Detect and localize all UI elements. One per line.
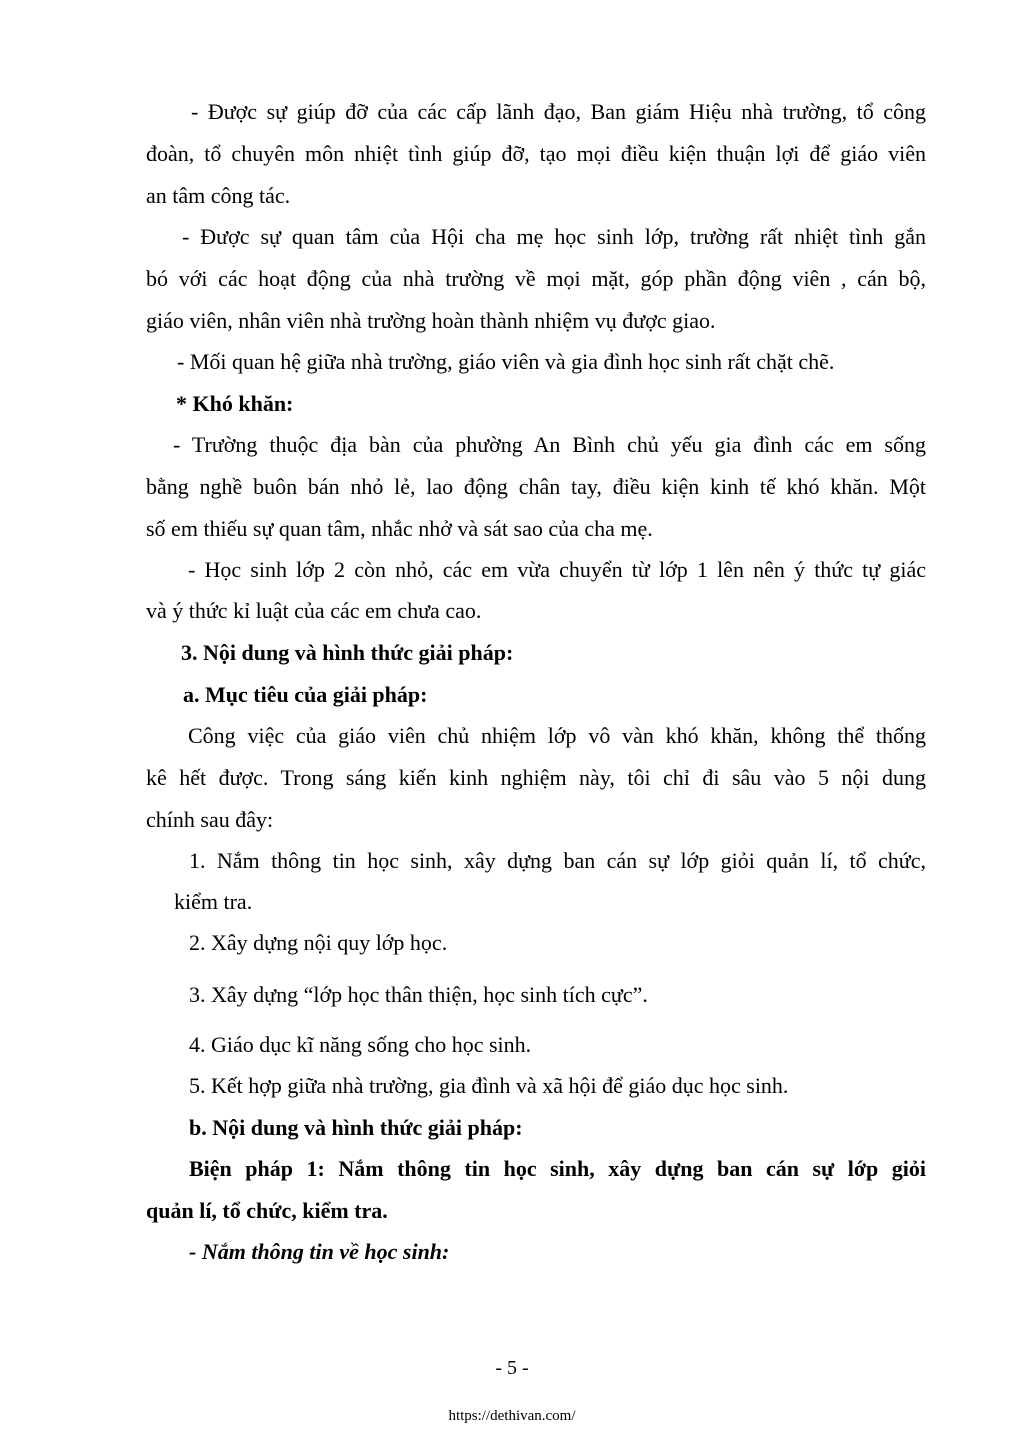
heading-section-3: 3. Nội dung và hình thức giải pháp: [181, 640, 514, 665]
paragraph-line: - Được sự giúp đỡ của các cấp lãnh đạo, Ban giám Hiệu nhà trường, tổ công [191, 99, 926, 124]
paragraph-line: - Mối quan hệ giữa nhà trường, giáo viên và gia đình học sinh rất chặt chẽ. [177, 349, 835, 374]
paragraph-line: Công việc của giáo viên chủ nhiệm lớp vô vàn khó khăn, không thể thống [188, 723, 926, 748]
heading-section-b: b. Nội dung và hình thức giải pháp: [189, 1115, 523, 1140]
heading-section-a: a. Mục tiêu của giải pháp: [183, 682, 428, 707]
bien-phap-heading: quản lí, tổ chức, kiểm tra. [146, 1198, 388, 1223]
footer-url: https://dethivan.com/ [448, 1408, 576, 1424]
heading-kho-khan: * Khó khăn: [176, 391, 294, 416]
paragraph-line: đoàn, tổ chuyên môn nhiệt tình giúp đỡ, tạo mọi điều kiện thuận lợi để giáo viên [146, 141, 926, 166]
paragraph-line: số em thiếu sự quan tâm, nhắc nhở và sát sao của cha mẹ. [146, 516, 653, 541]
paragraph-line: - Học sinh lớp 2 còn nhỏ, các em vừa chuyển từ lớp 1 lên nên ý thức tự giác [188, 557, 926, 582]
bien-phap-heading: Biện pháp 1: Nắm thông tin học sinh, xây dựng ban cán sự lớp giỏi [189, 1156, 926, 1181]
list-item: kiểm tra. [174, 889, 253, 914]
paragraph-line: - Trường thuộc địa bàn của phường An Bình chủ yếu gia đình các em sống [173, 432, 926, 457]
paragraph-line: bó với các hoạt động của nhà trường về mọi mặt, góp phần động viên , cán bộ, [146, 266, 926, 291]
paragraph-line: bằng nghề buôn bán nhỏ lẻ, lao động chân tay, điều kiện kinh tế khó khăn. Một [146, 474, 926, 499]
list-item: 4. Giáo dục kĩ năng sống cho học sinh. [189, 1032, 532, 1057]
paragraph-line: chính sau đây: [146, 807, 274, 832]
paragraph-line: - Được sự quan tâm của Hội cha mẹ học sinh lớp, trường rất nhiệt tình gắn [182, 224, 926, 249]
paragraph-line: kê hết được. Trong sáng kiến kinh nghiệm này, tôi chỉ đi sâu vào 5 nội dung [146, 765, 926, 790]
list-item: 1. Nắm thông tin học sinh, xây dựng ban cán sự lớp giỏi quản lí, tổ chức, [189, 848, 926, 873]
sub-heading: - Nắm thông tin về học sinh: [189, 1239, 450, 1264]
list-item: 2. Xây dựng nội quy lớp học. [189, 930, 448, 955]
list-item: 5. Kết hợp giữa nhà trường, gia đình và xã hội để giáo dục học sinh. [189, 1073, 789, 1098]
paragraph-line: giáo viên, nhân viên nhà trường hoàn thành nhiệm vụ được giao. [146, 308, 716, 333]
paragraph-line: và ý thức kỉ luật của các em chưa cao. [146, 598, 482, 623]
list-item: 3. Xây dựng “lớp học thân thiện, học sinh tích cực”. [189, 982, 648, 1007]
page-number: - 5 - [495, 1357, 529, 1379]
paragraph-line: an tâm công tác. [146, 183, 291, 208]
